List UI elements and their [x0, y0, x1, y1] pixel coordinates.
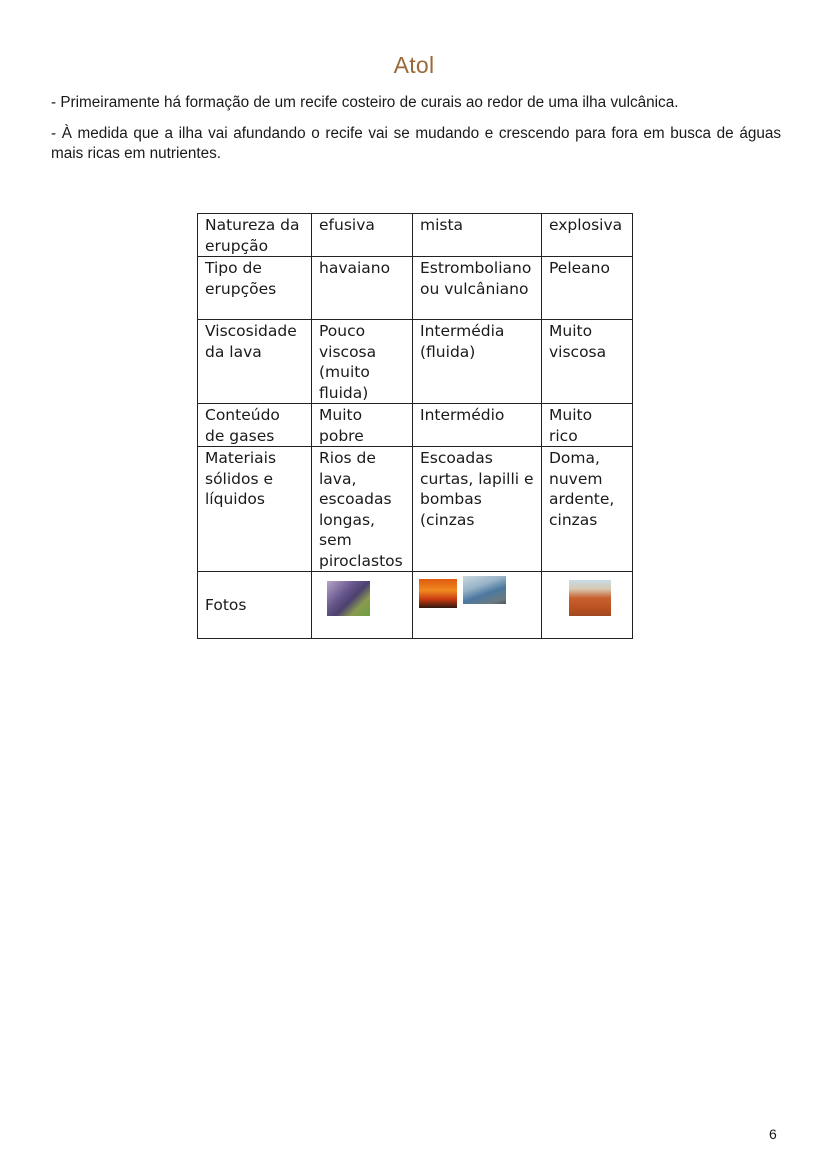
table-cell: mista	[413, 214, 542, 257]
photo-cell-explosiva	[542, 572, 633, 639]
row-header: Viscosidade da lava	[198, 320, 312, 404]
table-cell: Peleano	[542, 257, 633, 320]
table-cell: explosiva	[542, 214, 633, 257]
row-header: Materiais sólidos e líquidos	[198, 447, 312, 572]
photo-cell-efusiva	[312, 572, 413, 639]
volcanic-dome-photo	[569, 580, 611, 616]
row-header: Natureza da erupção	[198, 214, 312, 257]
table-cell: Intermédia (fluida)	[413, 320, 542, 404]
page-title: Atol	[393, 52, 435, 78]
table-cell: Muito pobre	[312, 404, 413, 447]
ash-cloud-photo	[463, 576, 506, 604]
table-cell: Muito rico	[542, 404, 633, 447]
row-header: Tipo de erupções	[198, 257, 312, 320]
table-row	[198, 320, 633, 404]
table-cell: Intermédio	[413, 404, 542, 447]
table-row	[198, 257, 633, 320]
row-header: Fotos	[198, 572, 312, 639]
table-row	[198, 404, 633, 447]
table-cell: Doma, nuvem ardente, cinzas	[542, 447, 633, 572]
table-cell: efusiva	[312, 214, 413, 257]
paragraph-1: - Primeiramente há formação de um recife costeiro de curais ao redor de uma ilha vulcânica.	[51, 94, 679, 111]
lava-flow-photo	[327, 581, 370, 616]
table-row	[198, 572, 633, 639]
eruption-types-table	[197, 213, 633, 639]
table-cell: Pouco viscosa (muito fluida)	[312, 320, 413, 404]
table-cell: Escoadas curtas, lapilli e bombas (cinzas	[413, 447, 542, 572]
lava-fountain-photo	[419, 579, 457, 608]
table-cell: Muito viscosa	[542, 320, 633, 404]
table-cell: havaiano	[312, 257, 413, 320]
photo-cell-mista	[413, 572, 542, 639]
page-number: 6	[769, 1126, 777, 1142]
table-row	[198, 447, 633, 572]
table-cell: Estromboliano ou vulcâniano	[413, 257, 542, 320]
table-cell: Rios de lava, escoadas longas, sem piroclastos	[312, 447, 413, 572]
paragraph-2: - À medida que a ilha vai afundando o recife vai se mudando e crescendo para fora em busca de águas mais ricas em nutrientes.	[51, 125, 781, 162]
row-header: Conteúdo de gases	[198, 404, 312, 447]
table-row	[198, 214, 633, 257]
